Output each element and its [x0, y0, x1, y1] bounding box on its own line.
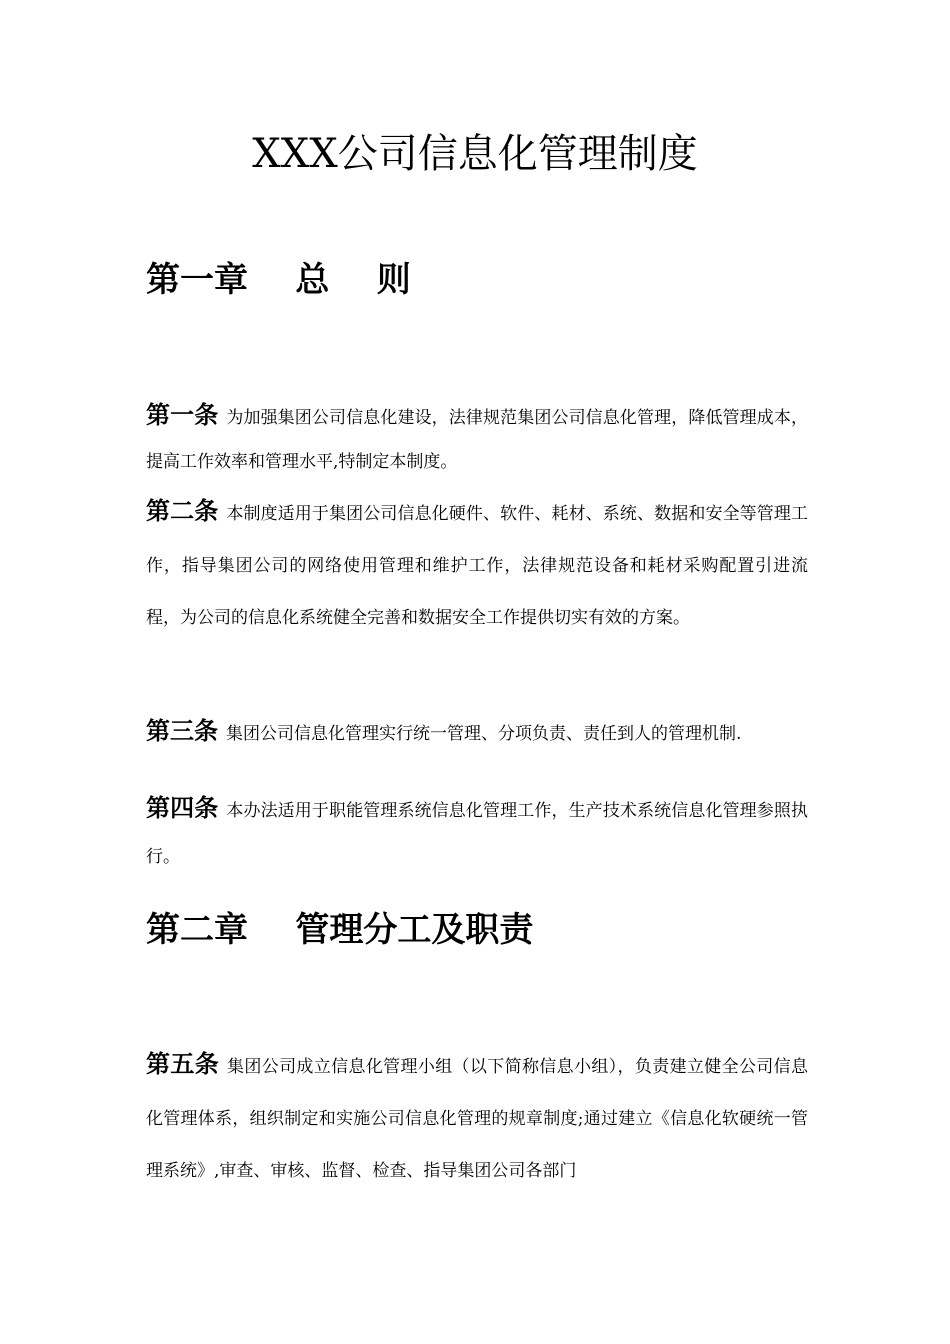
article-text: 本制度适用于集团公司信息化硬件、软件、耗材、系统、数据和安全等管理工作，指导集团公司的网络使用管理和维护工作，法律规范设备和耗材采购配置引进流程，为公司的信息化系统健全完善和数据安全工作提供切实有效的方案。	[146, 504, 809, 628]
article-text: 集团公司信息化管理实行统一管理、分项负责、责任到人的管理机制.	[226, 724, 742, 744]
article-label: 第五条	[146, 1049, 220, 1078]
article-2	[146, 485, 808, 644]
article-3	[146, 714, 808, 751]
document-title: XXX公司信息化管理制度	[252, 131, 698, 177]
chapter-heading-2: 第二章 管理分工及职责	[146, 910, 534, 950]
article-1	[146, 393, 808, 484]
chapter-heading-1: 第一章 总 则	[146, 260, 411, 300]
article-text: 集团公司成立信息化管理小组（以下简称信息小组），负责建立健全公司信息化管理体系，组织制定和实施公司信息化管理的规章制度;通过建立《信息化软硬统一管理系统》,审查、审核、监督、检查、指导集团公司各部门	[146, 1057, 809, 1181]
article-label: 第三条	[146, 716, 218, 745]
article-5	[146, 1038, 808, 1197]
article-label: 第二条	[146, 496, 219, 525]
article-4	[146, 785, 808, 880]
article-text: 为加强集团公司信息化建设，法律规范集团公司信息化管理，降低管理成本，提高工作效率和管理水平,特制定本制度。	[146, 408, 809, 472]
article-label: 第一条	[146, 400, 219, 429]
article-label: 第四条	[146, 793, 219, 822]
article-text: 本办法适用于职能管理系统信息化管理工作，生产技术系统信息化管理参照执行。	[146, 801, 809, 867]
